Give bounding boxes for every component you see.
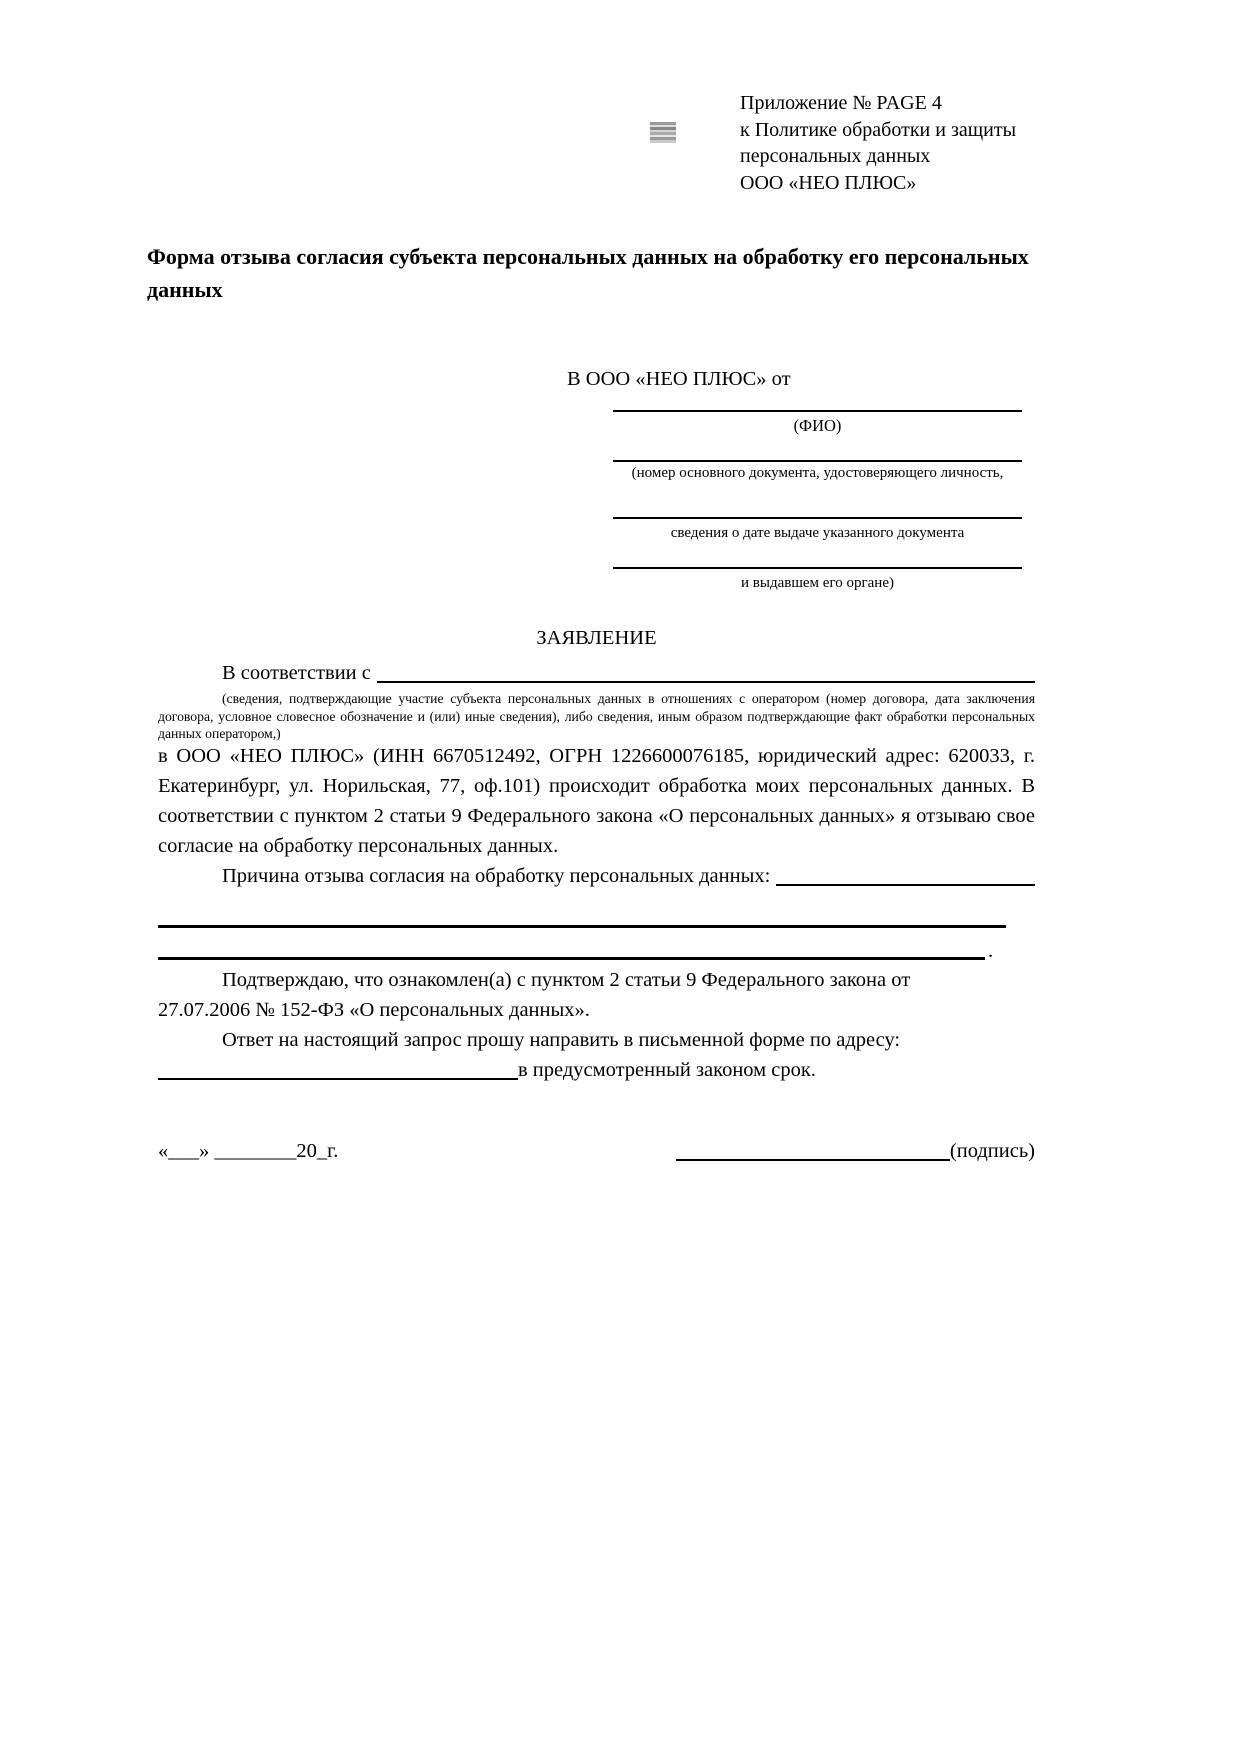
blank-line-period: . xyxy=(988,940,994,962)
issuing-authority-blank-field[interactable] xyxy=(613,567,1022,569)
reason-continuation-blank-field[interactable] xyxy=(158,925,1006,928)
addressee-line: В ООО «НЕО ПЛЮС» от xyxy=(567,368,791,390)
reply-address-line xyxy=(158,1055,1035,1085)
confirmation-line: 27.07.2006 № 152-ФЗ «О персональных данных». xyxy=(158,999,590,1021)
reason-label: Причина отзыва согласия на обработку персональных данных: xyxy=(222,865,771,887)
fio-blank-field[interactable] xyxy=(613,410,1022,412)
issue-date-blank-field[interactable] xyxy=(613,517,1022,519)
reply-request-line: Ответ на настоящий запрос прошу направить в письменной форме по адресу: xyxy=(222,1029,901,1051)
appendix-block xyxy=(740,90,1050,196)
intro-label: В соответствии с xyxy=(222,662,371,684)
document-number-caption: (номер основного документа, удостоверяющего личность, xyxy=(631,465,1004,481)
statement-body: в ООО «НЕО ПЛЮС» (ИНН 6670512492, ОГРН 1226600076185, юридический адрес: 620033, г. Екатеринбург, ул. Норильская, 77, оф.101) происходит обработка моих персональных данных. В соответствии с пунктом 2 статьи 9 Федерального закона «О персональных данных» я отзываю свое согласие на обработку персональных данных. xyxy=(158,745,1035,857)
fio-caption: (ФИО) xyxy=(793,416,842,435)
appendix-line: персональных данных xyxy=(740,145,931,167)
issue-date-caption: сведения о дате выдаче указанного документа xyxy=(670,525,965,541)
signature-blank-field[interactable] xyxy=(676,1159,950,1161)
address-blank-field[interactable] xyxy=(158,1055,518,1080)
reason-blank-field[interactable] xyxy=(776,861,1035,886)
fine-print-note: (сведения, подтверждающие участие субъекта персональных данных в отношениях с оператором (номер договора, дата заключения договора, условное словесное обозначение и (или) иные сведения), либо сведения, иным образом подтверждающие факт обработки персональных данных оператором,) xyxy=(158,691,1035,741)
reply-tail: в предусмотренный законом срок. xyxy=(518,1059,816,1081)
confirmation-line: Подтверждаю, что ознакомлен(а) с пунктом 2 статьи 9 Федерального закона от xyxy=(222,969,911,991)
statement-intro-line xyxy=(158,658,1035,688)
statement-heading: ЗАЯВЛЕНИЕ xyxy=(536,627,657,649)
confirmation-paragraph xyxy=(158,965,1035,1025)
appendix-line: Приложение № PAGE 4 xyxy=(740,92,942,114)
basis-blank-field[interactable] xyxy=(377,658,1035,683)
field-artifact-icon xyxy=(650,122,676,143)
issuing-authority-caption: и выдавшем его органе) xyxy=(741,575,894,591)
signature-caption: (подпись) xyxy=(949,1140,1035,1162)
appendix-line: к Политике обработки и защиты xyxy=(740,118,1017,141)
document-number-blank-field[interactable] xyxy=(613,460,1022,462)
reason-continuation-blank-field[interactable] xyxy=(158,957,985,960)
appendix-line: ООО «НЕО ПЛЮС» xyxy=(740,171,917,194)
signature-row xyxy=(158,1136,1035,1166)
reason-line xyxy=(158,861,1035,891)
signature-group xyxy=(676,1136,1035,1166)
date-blank-field[interactable]: «___» ________20_г. xyxy=(158,1140,339,1162)
document-title: Форма отзыва согласия субъекта персональных данных на обработку его персональных данных xyxy=(147,244,1029,302)
